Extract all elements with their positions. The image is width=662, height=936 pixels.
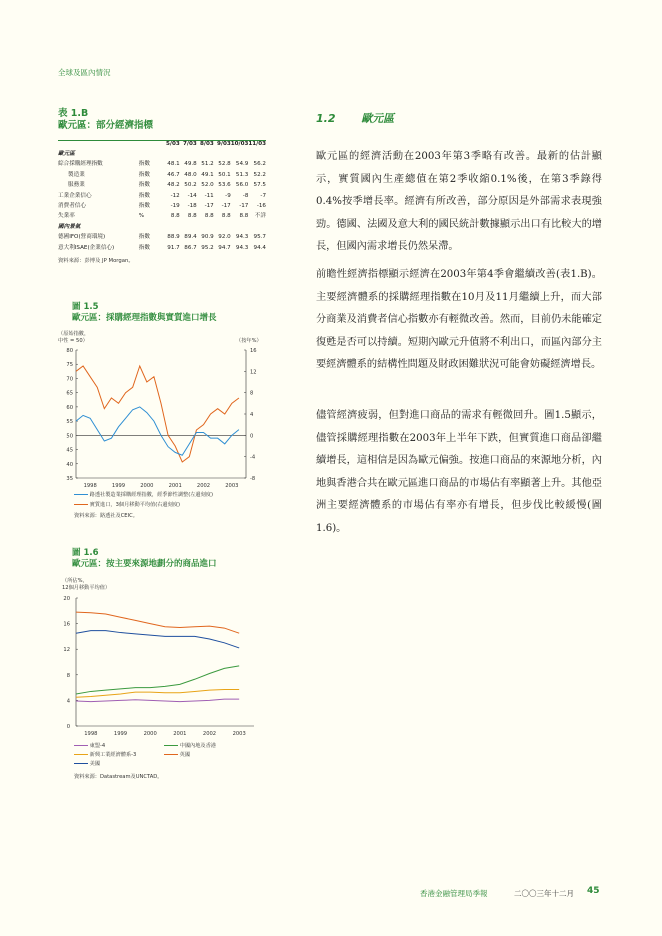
table-cell: 54.9 xyxy=(235,161,249,168)
fig16-chart xyxy=(58,590,278,750)
fig15-left-tick: 75 xyxy=(66,362,73,369)
fig15-legend-pmi-label: 路透社製造業採購經理指數，經季節性調整(左邊刻度) xyxy=(89,492,214,498)
fig15-x-tick: 2003 xyxy=(225,483,239,489)
fig15-left-tick: 50 xyxy=(66,433,73,440)
table-row-unit: % xyxy=(138,213,145,220)
table-row-unit: 指數 xyxy=(138,234,150,241)
table-cell: -8 xyxy=(242,192,249,199)
fig16-series-line xyxy=(76,699,239,702)
fig15-left-tick: 65 xyxy=(66,390,73,397)
table-cell: 8.8 xyxy=(187,213,197,220)
table-row xyxy=(58,243,266,253)
table-header-cell: 7/03 xyxy=(183,141,197,147)
table-cell: 50.2 xyxy=(184,182,197,189)
table-row xyxy=(58,211,266,221)
fig15-left-unit-line2: 中性 = 50） xyxy=(58,338,88,344)
fig15-x-tick: 1999 xyxy=(111,483,126,489)
table-cell: 88.9 xyxy=(167,234,180,241)
table-row-unit: 指數 xyxy=(138,182,150,189)
table-cell: -11 xyxy=(204,192,214,199)
fig15-left-unit-line1: （原始指數， xyxy=(58,331,90,337)
fig16-legend-nie3-swatch xyxy=(74,754,88,755)
table-cell: 92.0 xyxy=(218,234,231,241)
table-cell: -17 xyxy=(204,203,214,210)
fig16-legend-china-label: 中國內地及香港 xyxy=(179,743,216,749)
fig16-legend-us-label: 美國 xyxy=(89,761,101,767)
table-cell: 49.8 xyxy=(184,161,197,168)
paragraph-1: 歐元區的經濟活動在2003年第3季略有改善。最新的估計顯示，實質國內生產總值在第2季收縮0.1%後，在第3季錄得0.4%按季增長率。經濟有所改善，部分原因是外部需求表現強勁。德國、法國及意大利的國民統計數據顯示出口有比較大的增長，但國內需求增長仍然呆滯。 xyxy=(316,151,602,253)
fig16-x-tick: 2003 xyxy=(232,731,246,737)
fig15-right-tick: -8 xyxy=(250,476,256,482)
table-cell: 52.2 xyxy=(253,171,266,178)
fig16-legend-asean4-label: 東盟-4 xyxy=(89,743,106,749)
fig15-left-tick: 45 xyxy=(66,447,73,454)
fig16-y-tick: 16 xyxy=(63,621,70,628)
table-cell: 94.3 xyxy=(235,234,249,241)
table-cell: 56.2 xyxy=(253,161,266,168)
paragraph-3: 儘管經濟疲弱，但對進口商品的需求有輕微回升。圖1.5顯示，儘管採購經理指數在2003年上半年下跌，但實質進口商品卻繼續增長，這相信是因為歐元偏強。按進口商品的來源地分析，內地與香港合共在歐元區進口商品的市場佔有率顯著上升。其他亞洲主要經濟體系的市場佔有率亦有增長，但步伐比較緩慢(圖1.6)。 xyxy=(316,410,602,534)
fig15-right-tick: 8 xyxy=(250,390,254,397)
fig16-unit-line1: （所佔%， xyxy=(62,578,88,584)
fig15-x-tick: 1998 xyxy=(83,483,97,489)
fig15-legend-imports-label: 實質進口，3個月移動平均值(右邊刻度) xyxy=(89,502,181,508)
table-row-label: 德國IFO(營商環境) xyxy=(58,234,106,241)
table-cell: 94.3 xyxy=(235,244,249,251)
table-cell: -12 xyxy=(170,192,180,199)
fig16-number: 圖 1.6 xyxy=(72,548,99,558)
table-title: 歐元區：部分經濟指標 xyxy=(58,120,154,131)
page-number: 45 xyxy=(587,886,600,896)
table-header-row xyxy=(58,140,266,149)
table-row-label: 消費者信心 xyxy=(58,203,86,210)
fig16-y-tick: 20 xyxy=(63,596,70,602)
table-cell: 8.8 xyxy=(170,213,180,220)
fig15-right-tick: 12 xyxy=(250,369,257,376)
table-row xyxy=(58,191,266,201)
table-cell: 49.1 xyxy=(201,171,214,178)
fig15-left-tick: 55 xyxy=(66,419,73,426)
fig16-y-tick: 4 xyxy=(66,698,70,705)
table-row-label: 工業企業信心 xyxy=(58,192,92,199)
table-cell: 91.7 xyxy=(167,244,180,251)
table-row xyxy=(58,201,266,211)
table-row-label: 製造業 xyxy=(68,171,85,178)
paragraph-2: 前瞻性經濟指標顯示經濟在2003年第4季會繼續改善(表1.B)。主要經濟體系的採購經理指數在10月及11月繼續上升，而大部分商業及消費者信心指數亦有輕微改善。然而，目前仍未能確定復甦是否可以持續。短期內歐元升值將不利出口，而區內部分主要經濟體系的結構性問題及財政困難狀況可能會妨礙經濟增長。 xyxy=(316,269,602,371)
fig15-left-tick: 70 xyxy=(66,376,73,383)
table-cell: 48.0 xyxy=(184,171,197,178)
table-row-unit: 指數 xyxy=(138,244,150,251)
fig15-x-tick: 2002 xyxy=(196,483,211,489)
fig16-unit-line2: 12個月移動平均值） xyxy=(62,585,111,591)
table-row-unit: 指數 xyxy=(138,171,150,178)
fig16-series-line xyxy=(76,612,239,633)
table-cell: 95.7 xyxy=(253,234,266,241)
table-cell: 95.2 xyxy=(201,244,214,251)
section-heading xyxy=(316,110,394,126)
table-row-unit: 指數 xyxy=(138,161,150,168)
fig15-chart xyxy=(58,330,278,530)
table-cell: 51.2 xyxy=(201,161,214,168)
fig16-x-tick: 2000 xyxy=(143,731,157,737)
fig16-legend-china xyxy=(164,742,216,751)
table-cell: 56.0 xyxy=(235,182,249,189)
table-row-label: 綜合採購經理指數 xyxy=(58,161,103,168)
fig15-x-tick: 2001 xyxy=(168,483,182,489)
table-cell: 52.0 xyxy=(201,182,214,189)
table-source: 資料來源：彭博及 JP Morgan。 xyxy=(58,258,134,265)
table-section-row xyxy=(58,149,266,159)
fig15-left-tick: 60 xyxy=(66,404,73,411)
table-row-unit: 指數 xyxy=(138,192,150,199)
fig16-legend-nie3-label: 新興工業經濟體系-3 xyxy=(89,752,137,758)
fig16-legend-asean4-swatch xyxy=(74,745,88,746)
fig16-unit xyxy=(62,577,110,591)
fig16-title-block xyxy=(72,548,217,570)
fig16-source: 資料來源：Datastream及UNCTAD。 xyxy=(74,774,163,780)
fig16-x-tick: 2002 xyxy=(202,731,217,737)
section-number: 1.2 xyxy=(316,112,336,125)
table-cell: -17 xyxy=(239,203,249,210)
table-cell: -16 xyxy=(256,203,266,210)
fig15-right-tick: -4 xyxy=(250,454,256,461)
section-title: 歐元區 xyxy=(361,112,395,125)
fig16-legend xyxy=(74,742,274,769)
table-section-label: 國內景氣 xyxy=(58,223,81,230)
table-header-cell: 8/03 xyxy=(200,141,214,147)
table-cell: 90.9 xyxy=(201,234,214,241)
table-cell: -17 xyxy=(221,203,231,210)
fig15-series-pmi xyxy=(76,407,239,455)
table-cell: 53.6 xyxy=(218,182,231,189)
table-section-label: 歐元區 xyxy=(58,151,75,157)
fig16-legend-us-swatch xyxy=(74,763,88,764)
table-cell: 94.4 xyxy=(253,244,266,251)
running-head: 全球及區內情況 xyxy=(58,68,111,77)
fig15-left-tick: 80 xyxy=(66,348,73,354)
table-cell: 8.8 xyxy=(204,213,214,220)
fig15-legend-pmi-swatch xyxy=(74,494,88,495)
table-row-label: 服務業 xyxy=(68,182,85,189)
table-row xyxy=(58,159,266,169)
fig16-series-line xyxy=(76,631,239,648)
table-cell: 52.8 xyxy=(218,161,231,168)
table-cell: -7 xyxy=(260,192,266,199)
table-row xyxy=(58,180,266,190)
table-header-cell: 11/03 xyxy=(248,141,266,147)
table-cell: 48.2 xyxy=(167,182,180,189)
table-header-unit xyxy=(139,140,163,149)
fig16-legend-uk xyxy=(164,751,190,760)
table-cell: 50.1 xyxy=(218,171,231,178)
fig16-x-tick: 2001 xyxy=(173,731,187,737)
fig15-source: 資料來源：路透社及CEIC。 xyxy=(74,513,138,519)
fig15-right-tick: 0 xyxy=(250,433,254,440)
table-cell: 48.1 xyxy=(167,161,180,168)
indicator-table xyxy=(58,140,266,264)
fig16-y-tick: 8 xyxy=(66,672,70,679)
fig15-right-tick: 16 xyxy=(250,348,257,354)
fig16-y-tick: 0 xyxy=(66,724,70,730)
fig15-right-tick: 4 xyxy=(250,412,254,418)
fig15-legend-imports-swatch xyxy=(74,504,88,505)
fig15-series-imports xyxy=(76,366,239,462)
table-row-label: 失業率 xyxy=(58,213,75,220)
fig15-left-tick: 35 xyxy=(66,476,73,482)
table-row-unit: 指數 xyxy=(138,203,150,210)
table-cell: 89.4 xyxy=(184,234,197,241)
table-cell: -14 xyxy=(187,192,197,199)
table-header-label xyxy=(58,140,139,149)
footer-date: 二〇〇三年十二月 xyxy=(514,889,574,898)
table-cell: -18 xyxy=(187,203,197,210)
fig16-title: 歐元區：按主要來源地劃分的商品進口 xyxy=(72,559,217,569)
fig15-legend-pmi xyxy=(74,491,213,498)
table-row-label: 意大利ISAE(企業信心) xyxy=(58,244,115,251)
table-header-cell: 10/03 xyxy=(230,141,249,147)
fig15-x-tick: 2000 xyxy=(140,483,154,489)
fig15-number: 圖 1.5 xyxy=(72,302,99,312)
fig16-legend-us xyxy=(74,760,274,769)
fig16-legend-china-swatch xyxy=(164,745,178,746)
fig15-title-block xyxy=(72,302,217,324)
fig16-x-tick: 1998 xyxy=(84,731,98,737)
fig15-left-unit xyxy=(58,330,89,344)
table-cell: 8.8 xyxy=(221,213,231,220)
table-number: 表 1.B xyxy=(58,108,89,119)
footer-publication: 香港金融管理局季報 xyxy=(420,889,488,898)
table-cell: 94.7 xyxy=(218,244,231,251)
table-cell: 46.7 xyxy=(167,171,180,178)
table-cell: -19 xyxy=(170,203,180,210)
fig15-title: 歐元區：採購經理指數與實質進口增長 xyxy=(72,313,217,323)
fig16-y-tick: 12 xyxy=(63,647,70,654)
table-title-block xyxy=(58,108,153,132)
fig16-legend-asean4 xyxy=(74,742,164,751)
table-row xyxy=(58,232,266,242)
fig15-legend-imports xyxy=(74,501,180,508)
fig16-legend-uk-swatch xyxy=(164,754,178,755)
table-cell: 57.5 xyxy=(253,182,266,189)
table-cell: 51.3 xyxy=(235,171,249,178)
table-cell: -9 xyxy=(225,192,231,199)
table-header-cell: 5/03 xyxy=(166,141,180,147)
fig16-x-tick: 1999 xyxy=(113,731,128,737)
table-header-cell: 9/03 xyxy=(217,141,231,147)
fig16-legend-nie3 xyxy=(74,751,164,760)
table-row xyxy=(58,170,266,180)
table-cell: 8.8 xyxy=(239,213,249,220)
fig15-right-unit: （按年%） xyxy=(236,338,262,344)
table-section-row xyxy=(58,222,266,232)
table-cell: 不詳 xyxy=(254,213,266,220)
fig16-legend-uk-label: 英國 xyxy=(179,752,191,758)
fig15-left-tick: 40 xyxy=(66,461,73,468)
table-cell: 86.7 xyxy=(184,244,197,251)
